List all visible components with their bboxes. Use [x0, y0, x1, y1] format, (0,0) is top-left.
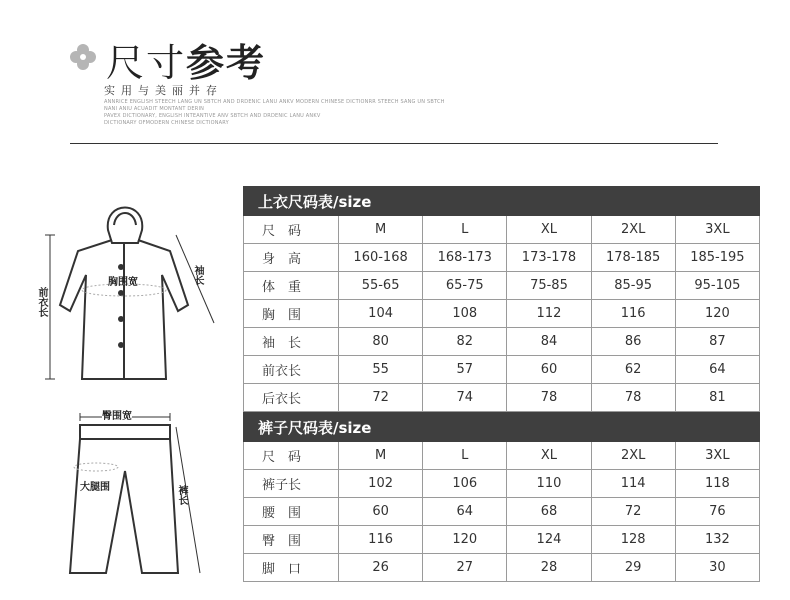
- table-cell: 104: [339, 300, 423, 328]
- hip-width-label: 臀围宽: [102, 407, 132, 422]
- pants-size-table: [243, 412, 760, 582]
- table-heading-row: [244, 413, 760, 442]
- table-cell: 132: [675, 526, 759, 554]
- table-cell: 76: [675, 498, 759, 526]
- table-cell: XL: [507, 216, 591, 244]
- fine-print-line: ANNRICE ENGLISH STEECH LANG UN SBTCH AND DRDENIC LANU ANKV MODERN CHINESE DICTIONRR STEECH SANG UN SBTCH: [104, 99, 445, 105]
- table-cell: 72: [339, 384, 423, 412]
- table-cell: 3XL: [675, 216, 759, 244]
- table-cell: 86: [591, 328, 675, 356]
- title-bold: 参考: [186, 41, 267, 85]
- table-cell: M: [339, 442, 423, 470]
- table-cell: 57: [423, 356, 507, 384]
- table-row: [244, 356, 760, 384]
- table-cell: 29: [591, 554, 675, 582]
- table-row: [244, 272, 760, 300]
- table-cell: 106: [423, 470, 507, 498]
- table-cell: 178-185: [591, 244, 675, 272]
- row-label: 腰 围: [244, 498, 339, 526]
- row-label: 脚 口: [244, 554, 339, 582]
- table-cell: 85-95: [591, 272, 675, 300]
- table-cell: 128: [591, 526, 675, 554]
- header-divider: [70, 143, 718, 144]
- page-title: [106, 32, 266, 87]
- table-row: [244, 554, 760, 582]
- table-cell: 26: [339, 554, 423, 582]
- table-cell: 84: [507, 328, 591, 356]
- sleeve-length-label: 袖长: [192, 265, 203, 285]
- table-cell: 28: [507, 554, 591, 582]
- row-label: 身 高: [244, 244, 339, 272]
- table-cell: 78: [507, 384, 591, 412]
- pants-table-heading: 裤子尺码表/size: [244, 413, 760, 442]
- table-cell: L: [423, 216, 507, 244]
- table-cell: 64: [423, 498, 507, 526]
- table-row: [244, 442, 760, 470]
- table-cell: 65-75: [423, 272, 507, 300]
- table-cell: 116: [339, 526, 423, 554]
- tops-table-body: [244, 216, 760, 412]
- row-label: 后衣长: [244, 384, 339, 412]
- tops-table-heading: 上衣尺码表/size: [244, 187, 760, 216]
- fine-print-line: DICTIONARY OFMODERN CHINESE DICTIONARY: [104, 120, 229, 126]
- table-row: [244, 498, 760, 526]
- pants-illustration: [30, 405, 230, 585]
- table-cell: 64: [675, 356, 759, 384]
- table-cell: 55: [339, 356, 423, 384]
- table-cell: 81: [675, 384, 759, 412]
- table-row: [244, 384, 760, 412]
- table-cell: 168-173: [423, 244, 507, 272]
- table-cell: 72: [591, 498, 675, 526]
- table-cell: 2XL: [591, 442, 675, 470]
- pants-table-body: [244, 442, 760, 582]
- table-cell: L: [423, 442, 507, 470]
- row-label: 袖 长: [244, 328, 339, 356]
- page-header: [66, 30, 726, 150]
- table-cell: M: [339, 216, 423, 244]
- row-label: 胸 围: [244, 300, 339, 328]
- table-cell: XL: [507, 442, 591, 470]
- row-label: 体 重: [244, 272, 339, 300]
- chest-width-label: 胸围宽: [108, 277, 138, 288]
- table-cell: 2XL: [591, 216, 675, 244]
- table-cell: 118: [675, 470, 759, 498]
- page-subtitle: 实用与美丽并存: [104, 84, 223, 97]
- table-cell: 120: [423, 526, 507, 554]
- table-cell: 78: [591, 384, 675, 412]
- row-label: 裤子长: [244, 470, 339, 498]
- table-cell: 120: [675, 300, 759, 328]
- table-cell: 108: [423, 300, 507, 328]
- table-cell: 116: [591, 300, 675, 328]
- table-cell: 75-85: [507, 272, 591, 300]
- thigh-label: 大腿围: [80, 482, 110, 493]
- table-cell: 62: [591, 356, 675, 384]
- pants-diagram: [30, 405, 230, 585]
- table-row: [244, 470, 760, 498]
- table-cell: 82: [423, 328, 507, 356]
- table-cell: 80: [339, 328, 423, 356]
- table-cell: 74: [423, 384, 507, 412]
- table-cell: 68: [507, 498, 591, 526]
- front-length-label: 前衣长: [36, 287, 47, 317]
- table-cell: 30: [675, 554, 759, 582]
- table-cell: 95-105: [675, 272, 759, 300]
- row-label: 臀 围: [244, 526, 339, 554]
- table-cell: 60: [339, 498, 423, 526]
- fine-print-line: NANI ANIU ACUADIT MONTANT DERIN: [104, 106, 205, 112]
- table-row: [244, 216, 760, 244]
- table-cell: 87: [675, 328, 759, 356]
- jacket-illustration: [30, 195, 230, 390]
- row-label: 前衣长: [244, 356, 339, 384]
- table-row: [244, 526, 760, 554]
- table-row: [244, 328, 760, 356]
- table-cell: 173-178: [507, 244, 591, 272]
- table-cell: 114: [591, 470, 675, 498]
- clover-icon: [68, 42, 98, 72]
- table-cell: 160-168: [339, 244, 423, 272]
- row-label: 尺 码: [244, 442, 339, 470]
- table-cell: 3XL: [675, 442, 759, 470]
- tops-size-table: [243, 186, 760, 412]
- title-thin: 尺寸: [106, 41, 187, 85]
- fine-print-line: PAVEX DICTIONARY, ENGLISH INTEANTIVE ANV SBTCH AND DRDENIC LANU ANKV: [104, 113, 321, 119]
- table-cell: 185-195: [675, 244, 759, 272]
- table-cell: 60: [507, 356, 591, 384]
- table-cell: 110: [507, 470, 591, 498]
- table-cell: 102: [339, 470, 423, 498]
- table-row: [244, 300, 760, 328]
- pants-length-label: 裤长: [176, 485, 187, 505]
- table-cell: 124: [507, 526, 591, 554]
- table-cell: 112: [507, 300, 591, 328]
- table-cell: 55-65: [339, 272, 423, 300]
- table-cell: 27: [423, 554, 507, 582]
- row-label: 尺 码: [244, 216, 339, 244]
- jacket-diagram: [30, 195, 230, 390]
- table-heading-row: [244, 187, 760, 216]
- table-row: [244, 244, 760, 272]
